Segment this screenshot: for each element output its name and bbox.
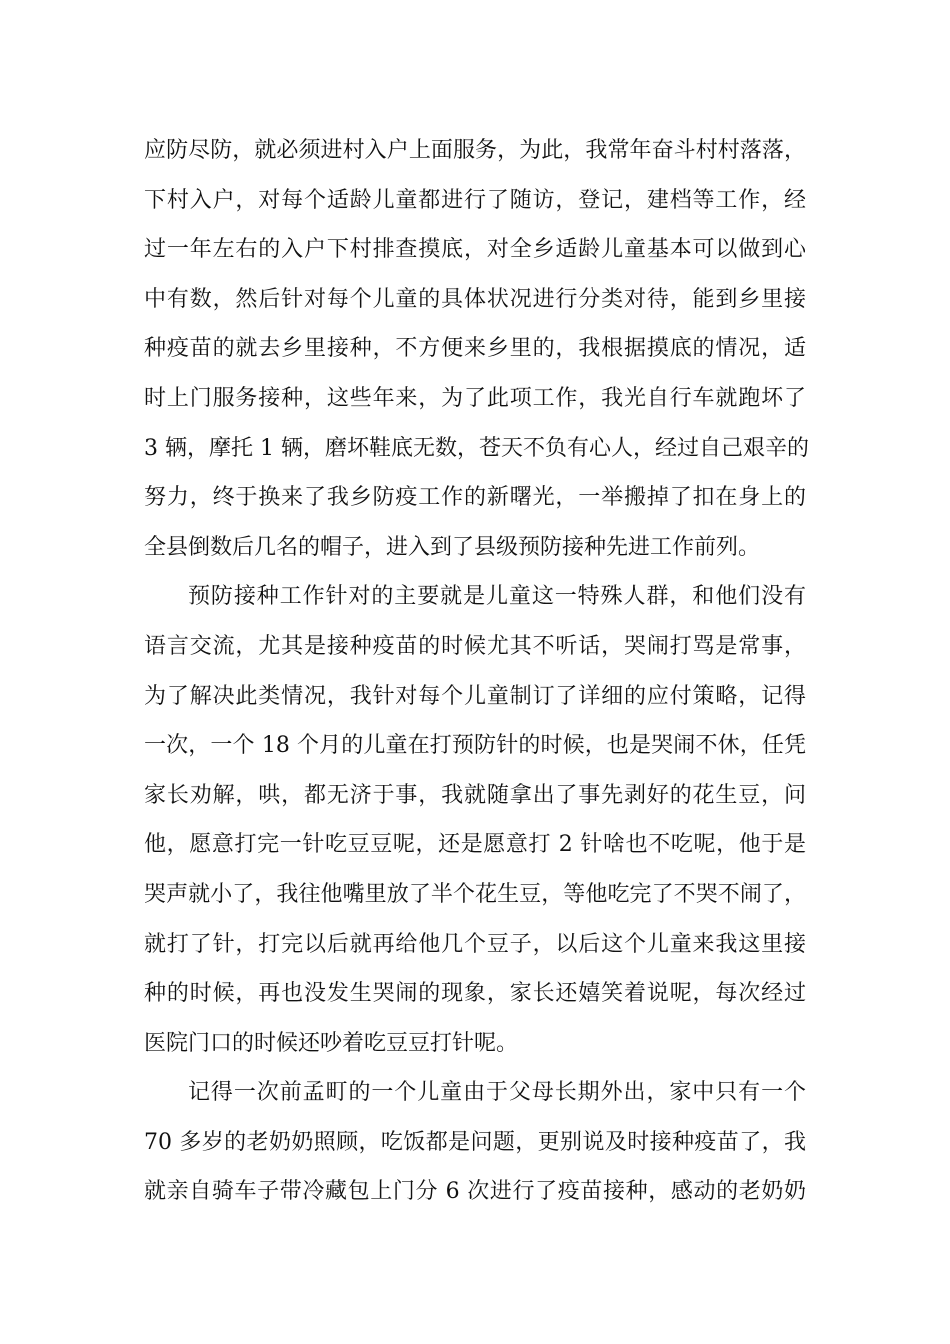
text-line: 过一年左右的入户下村排查摸底，对全乡适龄儿童基本可以做到心 [144, 237, 806, 263]
text-line: 语言交流，尤其是接种疫苗的时候尤其不听话，哭闹打骂是常事， [144, 633, 806, 659]
text-line: 记得一次前孟町的一个儿童由于父母长期外出，家中只有一个 [188, 1080, 806, 1106]
text-line: 一次，一个 18 个月的儿童在打预防针的时候，也是哭闹不休，任凭 [144, 733, 806, 759]
text-line: 医院门口的时候还吵着吃豆豆打针呢。 [144, 1030, 519, 1056]
text-line: 努力，终于换来了我乡防疫工作的新曙光，一举搬掉了扣在身上的 [144, 485, 806, 511]
text-line: 中有数，然后针对每个儿童的具体状况进行分类对待，能到乡里接 [144, 286, 806, 312]
text-line: 就打了针，打完以后就再给他几个豆子，以后这个儿童来我这里接 [144, 931, 806, 957]
text-line: 他，愿意打完一针吃豆豆呢，还是愿意打 2 针啥也不吃呢，他于是 [144, 832, 806, 858]
paragraph-2 [144, 572, 806, 1068]
text-line: 家长劝解，哄，都无济于事，我就随拿出了事先剥好的花生豆，问 [144, 782, 806, 808]
text-line: 为了解决此类情况，我针对每个儿童制订了详细的应付策略，记得 [144, 683, 806, 709]
text-line: 3 辆，摩托 1 辆，磨坏鞋底无数，苍天不负有心人，经过自己艰辛的 [144, 435, 809, 461]
text-line: 时上门服务接种，这些年来，为了此项工作，我光自行车就跑坏了 [144, 385, 806, 411]
text-line: 全县倒数后几名的帽子，进入到了县级预防接种先进工作前列。 [144, 534, 761, 560]
text-line: 下村入户，对每个适龄儿童都进行了随访，登记，建档等工作，经 [144, 187, 806, 213]
document-body [144, 126, 809, 1217]
text-line: 种的时候，再也没发生哭闹的现象，家长还嬉笑着说呢，每次经过 [144, 981, 806, 1007]
paragraph-3 [144, 1068, 806, 1217]
text-line: 预防接种工作针对的主要就是儿童这一特殊人群，和他们没有 [188, 584, 806, 610]
text-line: 就亲自骑车子带冷藏包上门分 6 次进行了疫苗接种，感动的老奶奶 [144, 1179, 806, 1205]
text-line: 70 多岁的老奶奶照顾，吃饭都是问题，更别说及时接种疫苗了，我 [144, 1129, 806, 1155]
paragraph-1 [144, 126, 809, 572]
text-line: 种疫苗的就去乡里接种，不方便来乡里的，我根据摸底的情况，适 [144, 336, 806, 362]
text-line: 哭声就小了，我往他嘴里放了半个花生豆，等他吃完了不哭不闹了， [144, 881, 806, 907]
text-line: 应防尽防，就必须进村入户上面服务，为此，我常年奋斗村村落落， [144, 138, 806, 163]
